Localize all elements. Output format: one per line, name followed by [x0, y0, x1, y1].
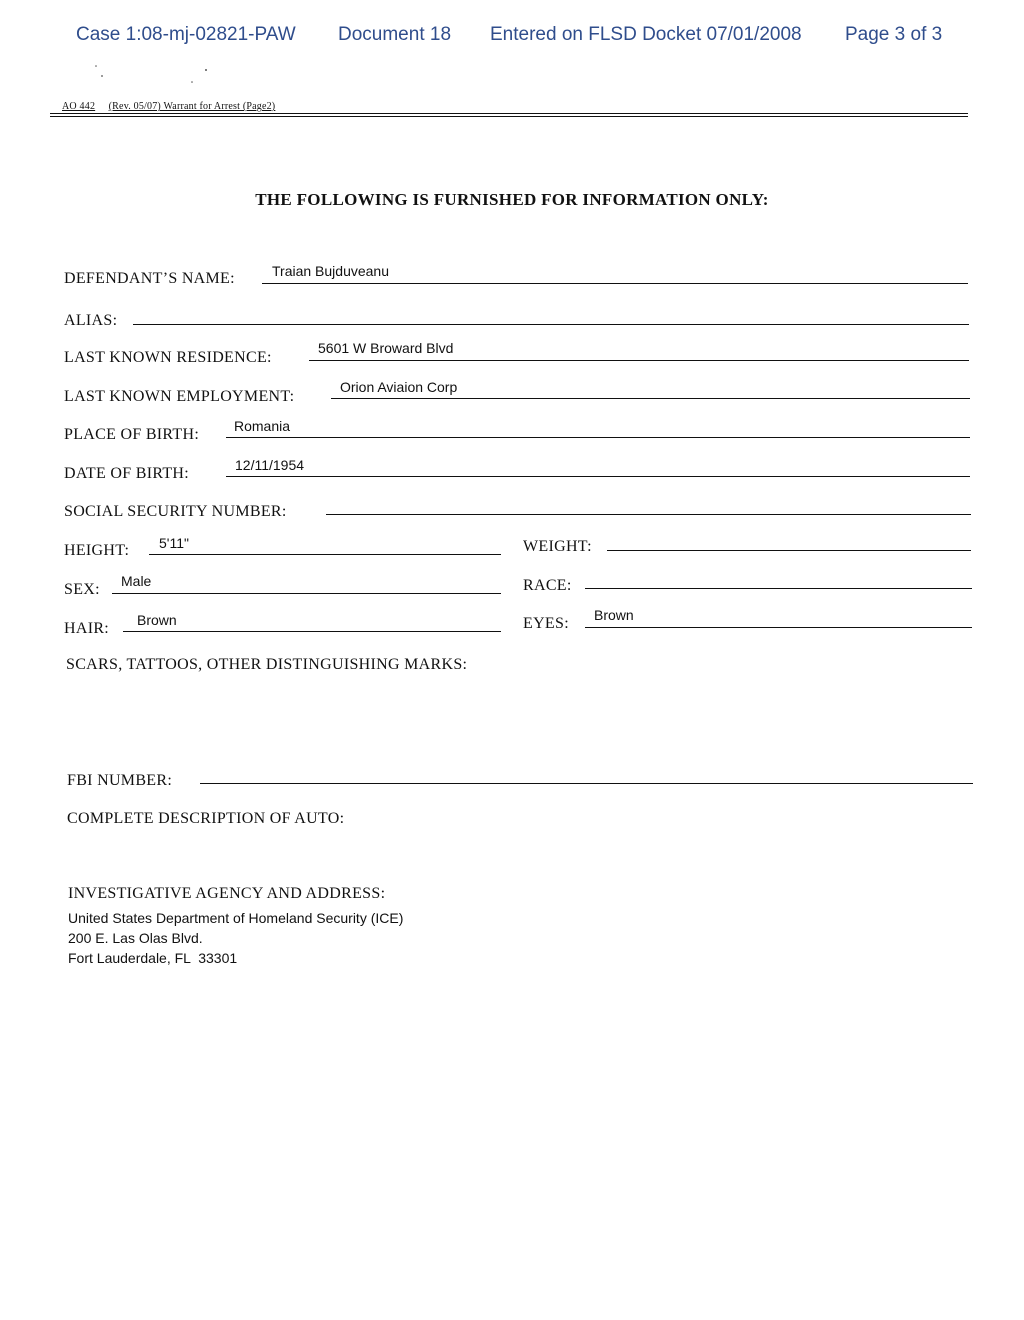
place-of-birth-label: PLACE OF BIRTH:	[64, 426, 200, 443]
document-number: Document 18	[338, 24, 452, 45]
form-identifier	[62, 101, 275, 112]
agency-address-line: Fort Lauderdale, FL 33301	[68, 950, 238, 966]
ssn-line	[326, 514, 971, 515]
form-number: AO 442	[62, 101, 96, 112]
height-line	[149, 554, 501, 555]
place-of-birth-value: Romania	[234, 418, 291, 434]
agency-address-line: 200 E. Las Olas Blvd.	[68, 930, 203, 946]
height-value: 5'11"	[159, 535, 189, 551]
header-rule-bottom	[50, 116, 968, 117]
place-of-birth-line	[226, 437, 970, 438]
sex-line	[112, 593, 501, 594]
ssn-label: SOCIAL SECURITY NUMBER:	[64, 503, 287, 520]
date-of-birth-line	[226, 476, 970, 477]
eyes-value: Brown	[594, 607, 634, 623]
defendant-name-value: Traian Bujduveanu	[272, 263, 390, 279]
page-number: Page 3 of 3	[845, 24, 943, 45]
fbi-number-line	[200, 783, 973, 784]
weight-line	[607, 550, 971, 551]
alias-line	[133, 324, 969, 325]
residence-line	[309, 360, 969, 361]
defendant-name-label: DEFENDANT’S NAME:	[64, 270, 235, 287]
scan-specks	[88, 62, 228, 92]
docket-entry: Entered on FLSD Docket 07/01/2008	[490, 24, 802, 45]
date-of-birth-label: DATE OF BIRTH:	[64, 465, 190, 482]
height-label: HEIGHT:	[64, 542, 130, 559]
agency-address	[68, 908, 403, 968]
date-of-birth-value: 12/11/1954	[235, 457, 305, 473]
residence-label: LAST KNOWN RESIDENCE:	[64, 349, 272, 366]
employment-value: Orion Aviaion Corp	[340, 379, 458, 395]
employment-line	[331, 398, 970, 399]
marks-label: SCARS, TATTOOS, OTHER DISTINGUISHING MARKS:	[66, 656, 468, 673]
race-line	[585, 588, 972, 589]
defendant-name-line	[262, 283, 968, 284]
agency-address-line: United States Department of Homeland Security (ICE)	[68, 910, 404, 926]
sex-label: SEX:	[64, 581, 100, 598]
employment-label: LAST KNOWN EMPLOYMENT:	[64, 388, 295, 405]
hair-value: Brown	[137, 612, 177, 628]
hair-line	[123, 631, 501, 632]
auto-label: COMPLETE DESCRIPTION OF AUTO:	[67, 810, 345, 827]
residence-value: 5601 W Broward Blvd	[318, 340, 454, 356]
form-revision: (Rev. 05/07) Warrant for Arrest (Page2)	[108, 101, 276, 112]
fbi-number-label: FBI NUMBER:	[67, 772, 173, 789]
agency-label: INVESTIGATIVE AGENCY AND ADDRESS:	[68, 885, 386, 902]
eyes-line	[585, 627, 972, 628]
eyes-label: EYES:	[523, 615, 569, 632]
form-title: THE FOLLOWING IS FURNISHED FOR INFORMATION ONLY:	[255, 190, 769, 209]
case-number: Case 1:08-mj-02821-PAW	[76, 24, 296, 45]
header-rule-top	[50, 113, 968, 114]
sex-value: Male	[121, 573, 152, 589]
alias-label: ALIAS:	[64, 312, 118, 329]
weight-label: WEIGHT:	[523, 538, 592, 555]
race-label: RACE:	[523, 577, 572, 594]
hair-label: HAIR:	[64, 620, 110, 637]
